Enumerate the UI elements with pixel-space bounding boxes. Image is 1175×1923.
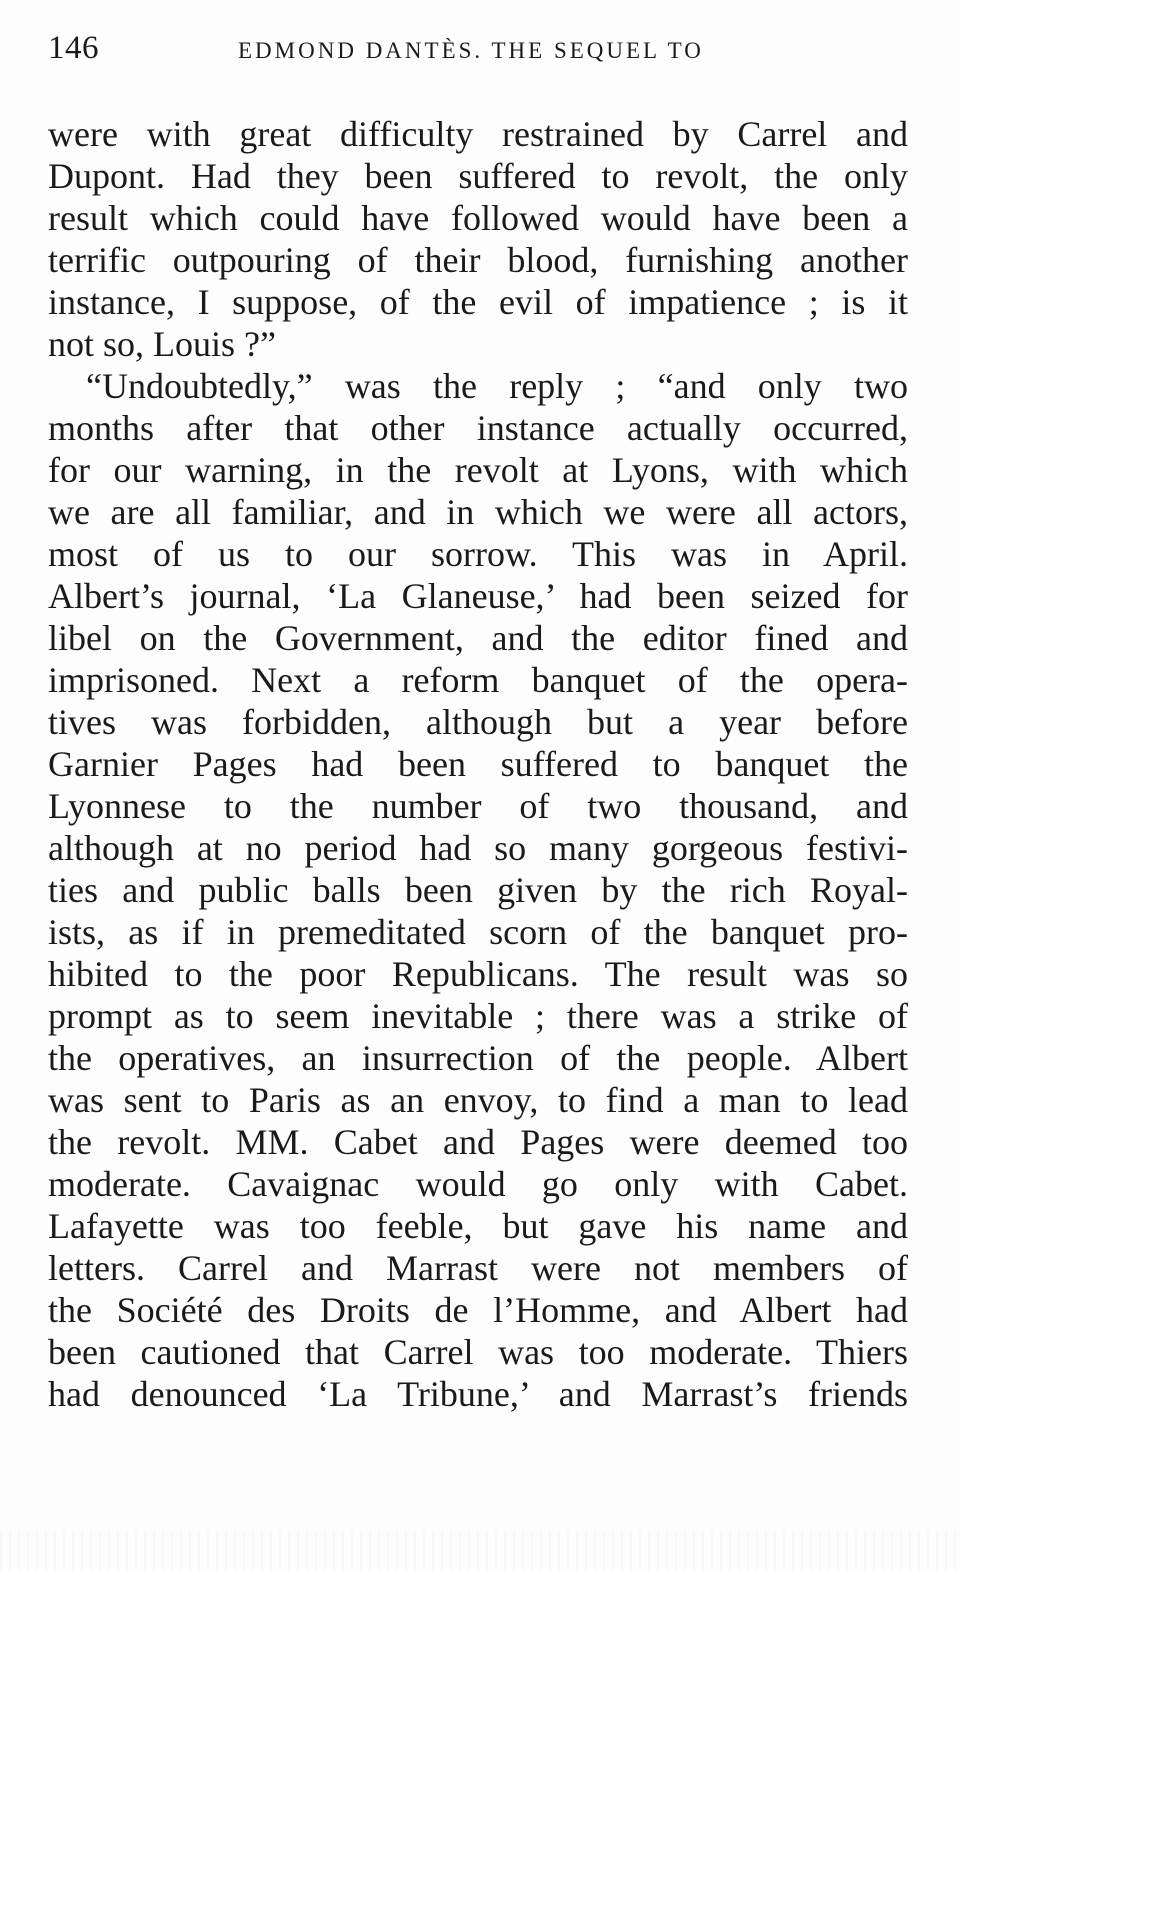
text-line: been cautioned that Carrel was too moderate. Thiers [48,1332,908,1372]
text-line: libel on the Government, and the editor fined and [48,618,908,658]
body-text [48,113,908,1415]
text-line: prompt as to seem inevitable ; there was a strike of [48,996,908,1036]
text-line: letters. Carrel and Marrast were not members of [48,1248,908,1288]
text-line: hibited to the poor Republicans. The result was so [48,954,908,994]
text-line: was sent to Paris as an envoy, to find a man to lead [48,1080,908,1120]
running-header [48,30,908,70]
page-number: 146 [48,30,99,66]
text-line: the revolt. MM. Cabet and Pages were deemed too [48,1122,908,1162]
text-line: Garnier Pages had been suffered to banquet the [48,744,908,784]
text-line: terrific outpouring of their blood, furnishing another [48,240,908,280]
text-line: months after that other instance actually occurred, [48,408,908,448]
text-line: imprisoned. Next a reform banquet of the opera- [48,660,908,700]
text-line: although at no period had so many gorgeous festivi- [48,828,908,868]
text-line: “Undoubtedly,” was the reply ; “and only two [86,366,908,406]
paper-texture [0,1531,960,1571]
text-line: we are all familiar, and in which we were all actors, [48,492,908,532]
text-line: instance, I suppose, of the evil of impatience ; is it [48,282,908,322]
running-title: EDMOND DANTÈS. THE SEQUEL TO [238,38,704,63]
text-line: moderate. Cavaignac would go only with Cabet. [48,1164,908,1204]
text-line: had denounced ‘La Tribune,’ and Marrast’s friends [48,1374,908,1414]
text-line: not so, Louis ?” [48,324,276,364]
text-line: Lafayette was too feeble, but gave his name and [48,1206,908,1246]
text-line: tives was forbidden, although but a year before [48,702,908,742]
text-line: Albert’s journal, ‘La Glaneuse,’ had been seized for [48,576,908,616]
text-line: for our warning, in the revolt at Lyons, with which [48,450,908,490]
text-line: were with great difficulty restrained by Carrel and [48,114,908,154]
text-line: result which could have followed would have been a [48,198,908,238]
text-line: the operatives, an insurrection of the people. Albert [48,1038,908,1078]
text-line: the Société des Droits de l’Homme, and Albert had [48,1290,908,1330]
text-line: most of us to our sorrow. This was in April. [48,534,908,574]
text-line: ties and public balls been given by the rich Royal- [48,870,908,910]
text-line: Lyonnese to the number of two thousand, and [48,786,908,826]
text-line: ists, as if in premeditated scorn of the banquet pro- [48,912,908,952]
text-line: Dupont. Had they been suffered to revolt, the only [48,156,908,196]
